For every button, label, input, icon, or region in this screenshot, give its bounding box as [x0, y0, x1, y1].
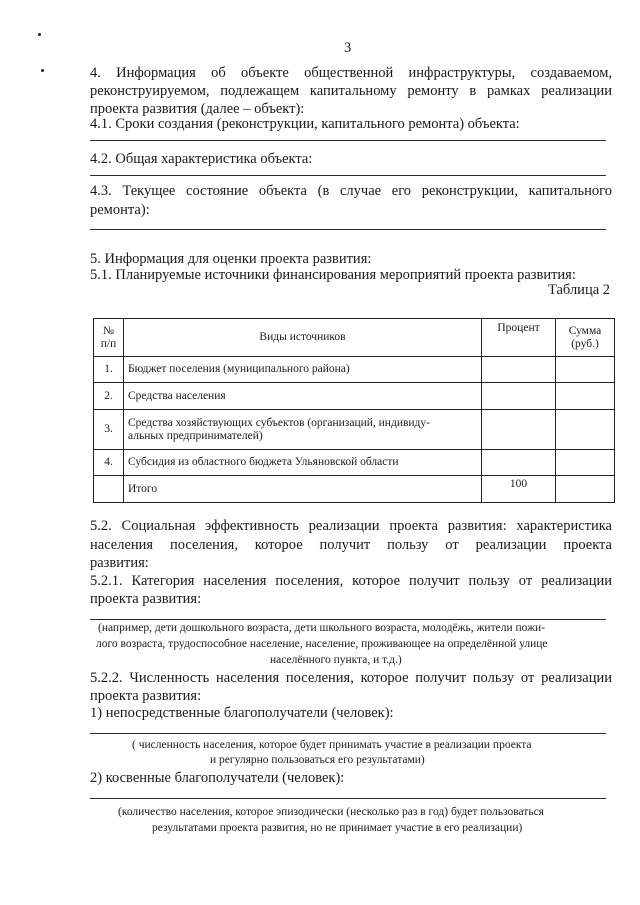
note-category-line1: (например, дети дошкольного возраста, дети школьного возраста, молодёжь, жители пожи-	[98, 622, 546, 634]
header-source: Виды источников	[124, 319, 482, 357]
row-percent	[482, 450, 556, 476]
row-sum	[556, 383, 615, 410]
item-4-3-line1: 4.3. Текущее состояние объекта (в случае его реконструкции, капитального	[90, 183, 612, 199]
note-direct-line2: и регулярно пользоваться его результатами)	[210, 754, 425, 766]
fill-line	[90, 229, 606, 230]
item-5-2-2-line2: проекта развития:	[90, 688, 202, 704]
row-source: Бюджет поселения (муниципального района)	[124, 357, 482, 383]
row-percent	[482, 383, 556, 410]
section4-heading-line2: реконструируемом, подлежащем капитальному ремонту в рамках реализации	[90, 83, 612, 99]
item-5-1: 5.1. Планируемые источники финансирования мероприятий проекта развития:	[90, 267, 576, 283]
table-header-row	[94, 319, 615, 357]
row-source: Средства населения	[124, 383, 482, 410]
note-direct-line1: ( численность населения, которое будет принимать участие в реализации проекта	[132, 739, 532, 751]
row-sum	[556, 410, 615, 450]
total-sum	[556, 476, 615, 503]
header-percent: Процент	[482, 319, 556, 357]
item-4-3-line2: ремонта):	[90, 202, 150, 218]
item-5-2-line3: развития:	[90, 555, 149, 571]
table-total-row	[94, 476, 615, 503]
fill-line	[90, 798, 606, 799]
note-category-line2: лого возраста, трудоспособное население, население, проживающее на определённой улице	[96, 638, 548, 650]
row-sum	[556, 357, 615, 383]
fill-line	[90, 140, 606, 141]
section5-heading: 5. Информация для оценки проекта развития:	[90, 251, 372, 267]
scan-speck	[38, 33, 41, 36]
row-num: 4.	[94, 450, 124, 476]
row-sum	[556, 450, 615, 476]
header-sum: Сумма (руб.)	[556, 319, 615, 357]
item-5-2-line1: 5.2. Социальная эффективность реализации проекта развития: характеристика	[90, 518, 612, 534]
header-num: № п/п	[94, 319, 124, 357]
item-5-2-1-line1: 5.2.1. Категория населения поселения, которое получит пользу от реализации	[90, 573, 612, 589]
scan-speck	[41, 69, 44, 72]
total-label: Итого	[124, 476, 482, 503]
item-5-2-2-line1: 5.2.2. Численность населения поселения, которое получит пользу от реализации	[90, 670, 612, 686]
item-4-1: 4.1. Сроки создания (реконструкции, капитального ремонта) объекта:	[90, 116, 520, 132]
fill-line	[90, 619, 606, 620]
item-4-2: 4.2. Общая характеристика объекта:	[90, 151, 313, 167]
page-number: 3	[344, 40, 352, 56]
total-percent: 100	[482, 476, 556, 503]
note-indirect-line1: (количество населения, которое эпизодически (несколько раз в год) будет пользоваться	[118, 806, 544, 818]
table-row	[94, 383, 615, 410]
table-caption: Таблица 2	[548, 282, 611, 298]
direct-beneficiaries-label: 1) непосредственные благополучатели (человек):	[90, 705, 394, 721]
table-row	[94, 357, 615, 383]
row-source	[124, 410, 482, 450]
item-5-2-1-line2: проекта развития:	[90, 591, 202, 607]
row-source-line2: альных предпринимателей)	[128, 429, 263, 442]
table-row	[94, 450, 615, 476]
row-percent	[482, 357, 556, 383]
financing-table	[93, 318, 615, 503]
section4-heading-line1: 4. Информация об объекте общественной инфраструктуры, создаваемом,	[90, 65, 612, 81]
indirect-beneficiaries-label: 2) косвенные благополучатели (человек):	[90, 770, 345, 786]
note-indirect-line2: результатами проекта развития, но не принимает участие в его реализации)	[152, 822, 523, 834]
item-5-2-line2: населения поселения, которое получит пользу от реализации проекта	[90, 537, 612, 553]
fill-line	[90, 733, 606, 734]
fill-line	[90, 175, 606, 176]
row-source: Субсидия из областного бюджета Ульяновской области	[124, 450, 482, 476]
table-row	[94, 410, 615, 450]
section4-heading-line3: проекта развития (далее – объект):	[90, 101, 305, 117]
note-category-line3: населённого пункта, и т.д.)	[270, 654, 402, 666]
row-source-line1: Средства хозяйствующих субъектов (организаций, индивиду-	[128, 416, 430, 429]
row-percent	[482, 410, 556, 450]
row-num: 2.	[94, 383, 124, 410]
row-num: 3.	[94, 410, 124, 450]
total-num	[94, 476, 124, 503]
row-num: 1.	[94, 357, 124, 383]
